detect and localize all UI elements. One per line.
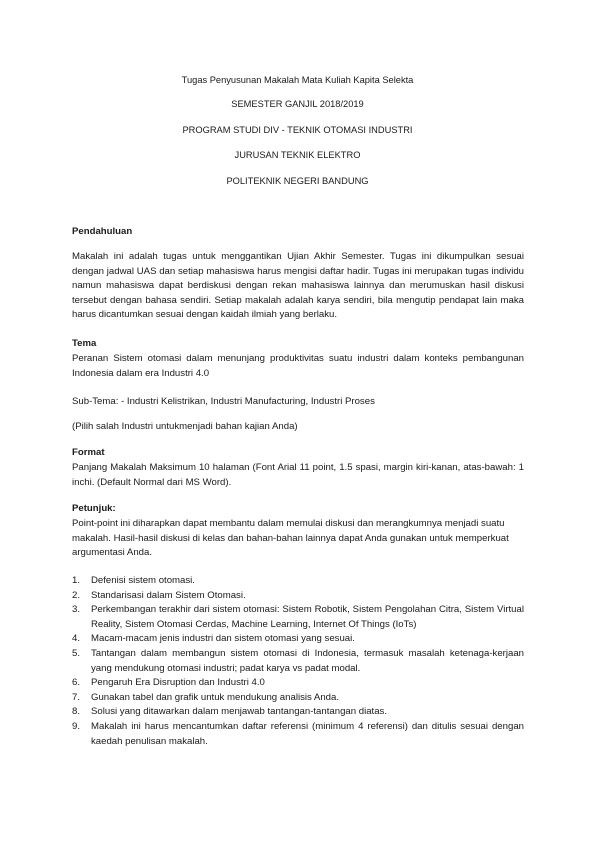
list-item [72, 720, 524, 749]
list-item [72, 691, 524, 706]
tema-paragraph: Peranan Sistem otomasi dalam menunjang produktivitas suatu industri dalam konteks pembangunan Indonesia dalam era Industri 4.0 [72, 353, 524, 379]
list-item [72, 705, 524, 720]
list-item [72, 632, 524, 647]
list-item [72, 574, 524, 589]
petunjuk-list [72, 574, 524, 749]
petunjuk-paragraph: Point-point ini diharapkan dapat membantu dalam memulai diskusi dan merangkumnya menjadi suatu makalah. Hasil-hasil diskusi di kelas dan bahan-bahan lainnya dapat Anda gunakan untuk memperkuat argumentasi Anda. [72, 518, 509, 559]
list-item-number: 2. [72, 589, 81, 601]
tema-heading: Tema [72, 338, 97, 349]
header-institution: POLITEKNIK NEGERI BANDUNG [226, 176, 369, 186]
list-item [72, 647, 524, 676]
list-item-number: 8. [72, 706, 81, 718]
list-item-number: 5. [72, 647, 81, 659]
tema-note: (Pilih salah Industri untukmenjadi bahan kajian Anda) [72, 421, 298, 432]
list-item-text: Gunakan tabel dan grafik untuk mendukung analisis Anda. [91, 691, 340, 703]
header-semester: SEMESTER GANJIL 2018/2019 [231, 99, 364, 109]
list-item-text: Standarisasi dalam Sistem Otomasi. [91, 589, 246, 601]
header-course-title: Tugas Penyusunan Makalah Mata Kuliah Kapita Selekta [181, 75, 414, 85]
list-item-text: Tantangan dalam membangun sistem otomasi di Indonesia, termasuk masalah ketenaga-kerjaan yang mendukung otomasi industri; padat karya vs padat modal. [91, 647, 524, 674]
list-item-number: 7. [72, 691, 81, 703]
list-item-number: 9. [72, 720, 81, 732]
list-item [72, 603, 524, 632]
header-department: JURUSAN TEKNIK ELEKTRO [234, 150, 361, 160]
petunjuk-heading: Petunjuk: [72, 503, 116, 514]
list-item-text: Defenisi sistem otomasi. [91, 575, 195, 586]
list-item-text: Perkembangan terakhir dari sistem otomasi: Sistem Robotik, Sistem Pengolahan Citra, Sistem Virtual Reality, Sistem Otomasi Cerdas, Machine Learning, Internet Of Things (IoTs) [91, 604, 524, 630]
header-study-program: PROGRAM STUDI DIV - TEKNIK OTOMASI INDUSTRI [182, 125, 413, 135]
list-item [72, 676, 524, 691]
pendahuluan-heading: Pendahuluan [72, 226, 133, 237]
format-heading: Format [72, 447, 105, 458]
list-item-number: 3. [72, 604, 81, 616]
list-item-number: 1. [72, 575, 81, 586]
subtema-line: Sub-Tema: - Industri Kelistrikan, Industri Manufacturing, Industri Proses [72, 396, 375, 407]
list-item-number: 4. [72, 633, 81, 645]
list-item-text: Pengaruh Era Disruption dan Industri 4.0 [91, 677, 265, 689]
list-item [72, 589, 524, 604]
list-item-text: Makalah ini harus mencantumkan daftar referensi (minimum 4 referensi) dan ditulis sesuai dengan kaedah penulisan makalah. [91, 720, 524, 747]
list-item-number: 6. [72, 677, 81, 689]
pendahuluan-paragraph: Makalah ini adalah tugas untuk menggantikan Ujian Akhir Semester. Tugas ini dikumpulkan sesuai dengan jadwal UAS dan setiap mahasiswa harus mengisi daftar hadir. Tugas ini merupakan tugas individu namun mahasiswa dapat berdiskusi dengan rekan mahasiswa lainnya dan merumuskan hasil diskusi tersebut dengan bahasa sendiri. Setiap makalah adalah karya sendiri, bila mengutip pendapat lain maka harus dicantumkan sesuai dengan kaidah ilmiah yang berlaku. [72, 251, 524, 321]
list-item-text: Macam-macam jenis industri dan sistem otomasi yang sesuai. [91, 633, 355, 645]
list-item-text: Solusi yang ditawarkan dalam menjawab tantangan-tantangan diatas. [91, 706, 388, 718]
format-paragraph: Panjang Makalah Maksimum 10 halaman (Font Arial 11 point, 1.5 spasi, margin kiri-kanan, atas-bawah: 1 inchi. (Default Normal dari MS Word). [72, 462, 524, 488]
